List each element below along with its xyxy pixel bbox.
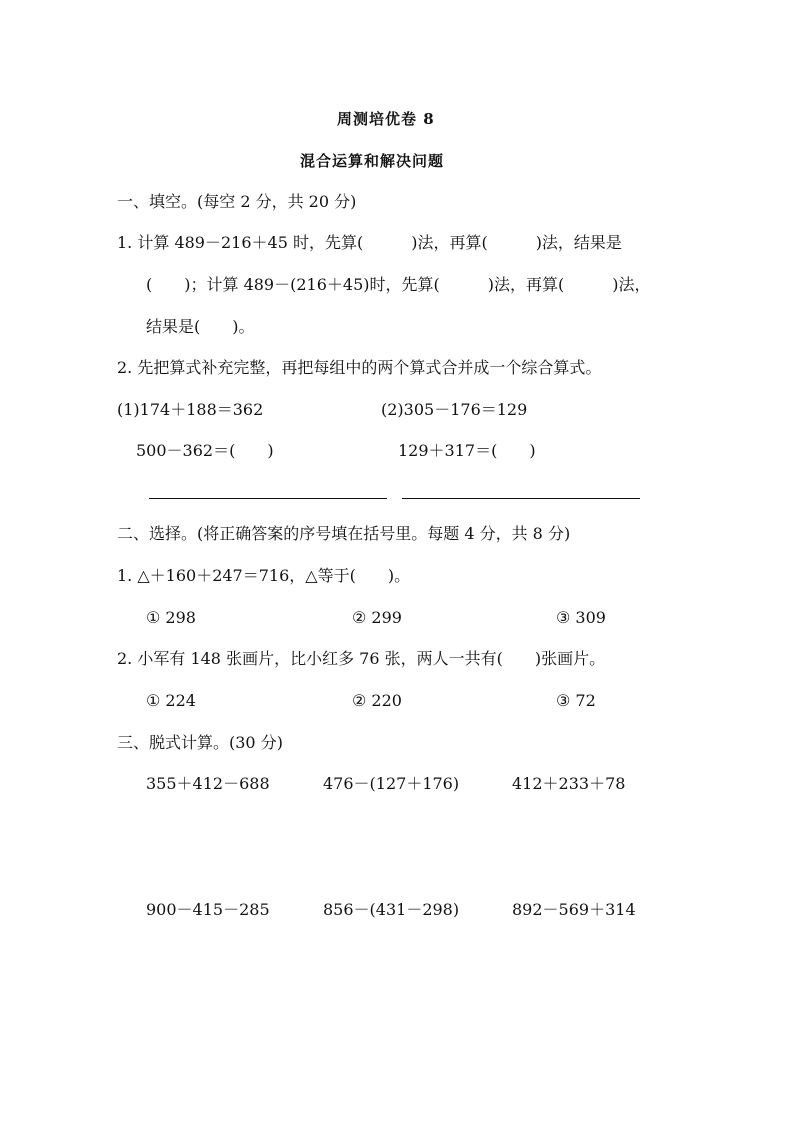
s2-q2-stem: 2. 小军有 148 张画片，比小红多 76 张，两人一共有( )张画片。 — [117, 649, 606, 668]
answer-line-part2[interactable] — [402, 498, 640, 499]
s1-q2-stem: 2. 先把算式补充完整，再把每组中的两个算式合并成一个综合算式。 — [117, 358, 602, 377]
s2-q1-option-1: ① 298 — [146, 608, 196, 627]
page-subtitle: 混合运算和解决问题 — [300, 152, 445, 170]
s2-q1-option-3: ③ 309 — [556, 608, 606, 627]
s1-q2-part2-eq1: (2)305－176＝129 — [381, 400, 528, 419]
s2-q1-stem: 1. △＋160＋247＝716，△等于( )。 — [117, 566, 411, 585]
calc-4: 900－415－285 — [146, 900, 270, 919]
calc-2: 476－(127＋176) — [323, 774, 460, 793]
s1-q2-part1-eq1: (1)174＋188＝362 — [117, 400, 264, 419]
s1-q2-part2-eq2: 129＋317＝( ) — [398, 441, 536, 460]
calc-1: 355＋412－688 — [146, 774, 270, 793]
calc-5: 856－(431－298) — [323, 900, 460, 919]
s1-q1-line2: ( )；计算 489－(216＋45)时，先算( )法，再算( )法， — [146, 275, 651, 294]
s1-q1-line1: 1. 计算 489－216＋45 时，先算( )法，再算( )法，结果是 — [117, 233, 622, 252]
s2-q2-option-2: ② 220 — [352, 691, 402, 710]
page-title: 周测培优卷 8 — [337, 110, 435, 128]
section3-heading: 三、脱式计算。(30 分) — [117, 733, 283, 752]
calc-3: 412＋233＋78 — [512, 774, 626, 793]
calc-6: 892－569＋314 — [512, 900, 636, 919]
s2-q1-option-2: ② 299 — [352, 608, 402, 627]
s2-q2-option-1: ① 224 — [146, 691, 196, 710]
section2-heading: 二、选择。(将正确答案的序号填在括号里。每题 4 分，共 8 分) — [117, 524, 571, 543]
answer-line-part1[interactable] — [149, 498, 387, 499]
section1-heading: 一、填空。(每空 2 分，共 20 分) — [117, 192, 357, 211]
s1-q2-part1-eq2: 500－362＝( ) — [136, 441, 274, 460]
s2-q2-option-3: ③ 72 — [556, 691, 596, 710]
s1-q1-line3: 结果是( )。 — [146, 317, 255, 336]
